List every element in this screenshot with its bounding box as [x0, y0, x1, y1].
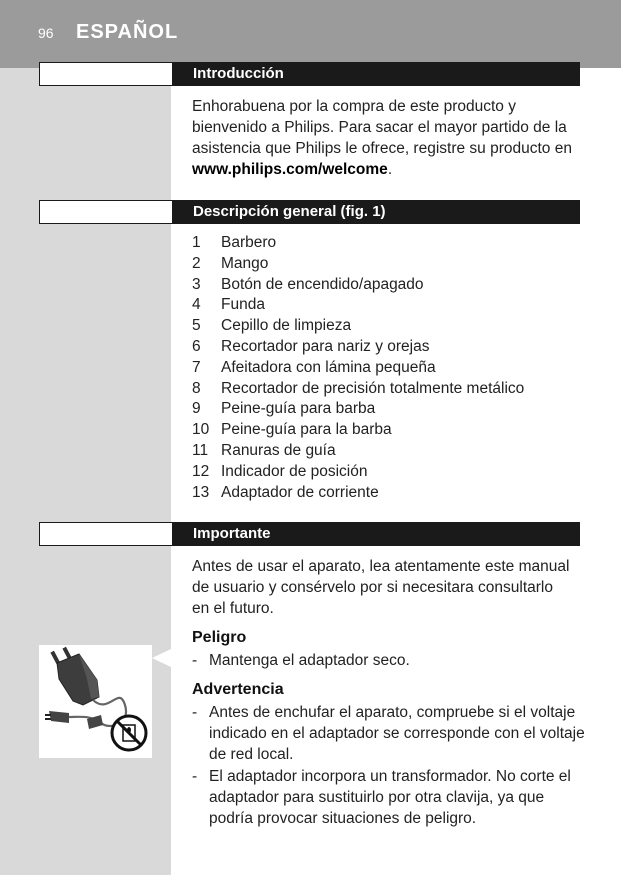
- warning-item: - El adaptador incorpora un transformador. No corte el adaptador para sustituirlo por otra clavija, ya que podría provocar situaciones de peligro.: [192, 768, 571, 827]
- figure-pointer: [152, 649, 171, 667]
- list-item: 1 Barbero: [192, 234, 277, 251]
- parts-list: [192, 233, 524, 503]
- adapter-no-water-icon: [39, 645, 152, 758]
- philips-link[interactable]: www.philips.com/welcome: [192, 161, 388, 178]
- list-item: 12 Indicador de posición: [192, 462, 368, 480]
- section-header-overview: [39, 200, 580, 224]
- page-header: [0, 0, 621, 68]
- warning-item: - Antes de enchufar el aparato, compruebe si el voltaje indicado en el adaptador se corresponde con el voltaje de red local.: [192, 704, 585, 763]
- section-header-important: [39, 522, 580, 546]
- list-item: 9 Peine-guía para barba: [192, 400, 376, 418]
- section-header-intro: [39, 62, 580, 86]
- list-item: 5 Cepillo de limpieza: [192, 317, 352, 335]
- section-title-overview: Descripción general (fig. 1): [193, 203, 386, 220]
- language-title: ESPAÑOL: [76, 21, 179, 43]
- list-item: 13 Adaptador de corriente: [192, 483, 379, 501]
- warning-heading: Advertencia: [192, 681, 284, 698]
- intro-paragraph: Enhorabuena por la compra de este producto y bienvenido a Philips. Para sacar el mayor partido de la asistencia que Philips le ofrece, registre su producto en www.philips.com/welcome.: [192, 98, 572, 178]
- important-intro: Antes de usar el aparato, lea atentamente este manual de usuario y consérvelo por si necesitara consultarlo en el futuro.: [192, 558, 570, 617]
- list-item: 7 Afeitadora con lámina pequeña: [192, 358, 436, 376]
- danger-item: - Mantenga el adaptador seco.: [192, 652, 410, 669]
- list-item: 10 Peine-guía para la barba: [192, 421, 392, 439]
- list-item: 3 Botón de encendido/apagado: [192, 275, 424, 293]
- section-title-important: Importante: [193, 525, 271, 542]
- list-item: 11 Ranuras de guía: [192, 441, 336, 459]
- page-number: 96: [38, 25, 54, 41]
- danger-heading: Peligro: [192, 629, 247, 646]
- list-item: 4 Funda: [192, 296, 265, 314]
- section-title-intro: Introducción: [193, 65, 284, 82]
- list-item: 8 Recortador de precisión totalmente metálico: [192, 379, 525, 397]
- list-item: 6 Recortador para nariz y orejas: [192, 337, 430, 355]
- list-item: 2 Mango: [192, 254, 269, 272]
